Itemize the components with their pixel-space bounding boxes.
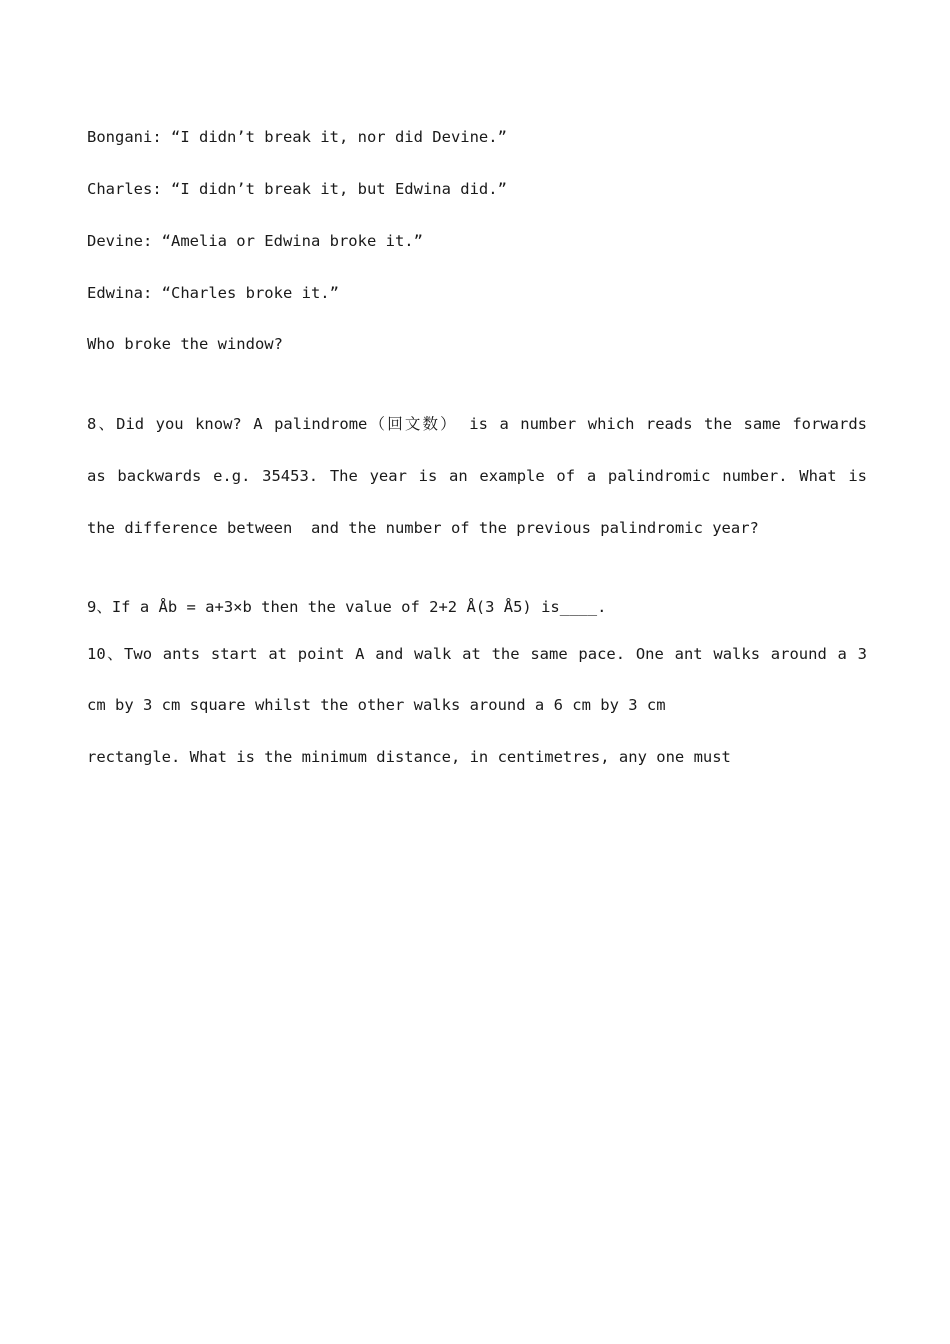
statement-edwina: Edwina: “Charles broke it.” (87, 284, 339, 302)
q10-line-3: rectangle. What is the minimum distance, in centimetres, any one must (87, 748, 731, 766)
statement-charles: Charles: “I didn’t break it, but Edwina did.” (87, 180, 507, 198)
q9-text: 9、If a Åb = a+3×b then the value of 2+2 Å(3 Å5) is____. (87, 598, 607, 616)
q10-line-1: 10、Two ants start at point A and walk at the same pace. One ant walks around a 3 (87, 645, 867, 663)
statement-bongani: Bongani: “I didn’t break it, nor did Devine.” (87, 128, 507, 146)
q10-line-2: cm by 3 cm square whilst the other walks around a 6 cm by 3 cm (87, 696, 666, 714)
q8-line-3: the difference between and the number of the previous palindromic year? (87, 519, 759, 537)
statement-devine: Devine: “Amelia or Edwina broke it.” (87, 232, 423, 250)
q8-line-2: as backwards e.g. 35453. The year is an example of a palindromic number. What is (87, 467, 867, 485)
question-who-broke: Who broke the window? (87, 335, 283, 353)
q8-line-1: 8、Did you know? A palindrome（回文数） is a number which reads the same forwards (87, 415, 867, 433)
